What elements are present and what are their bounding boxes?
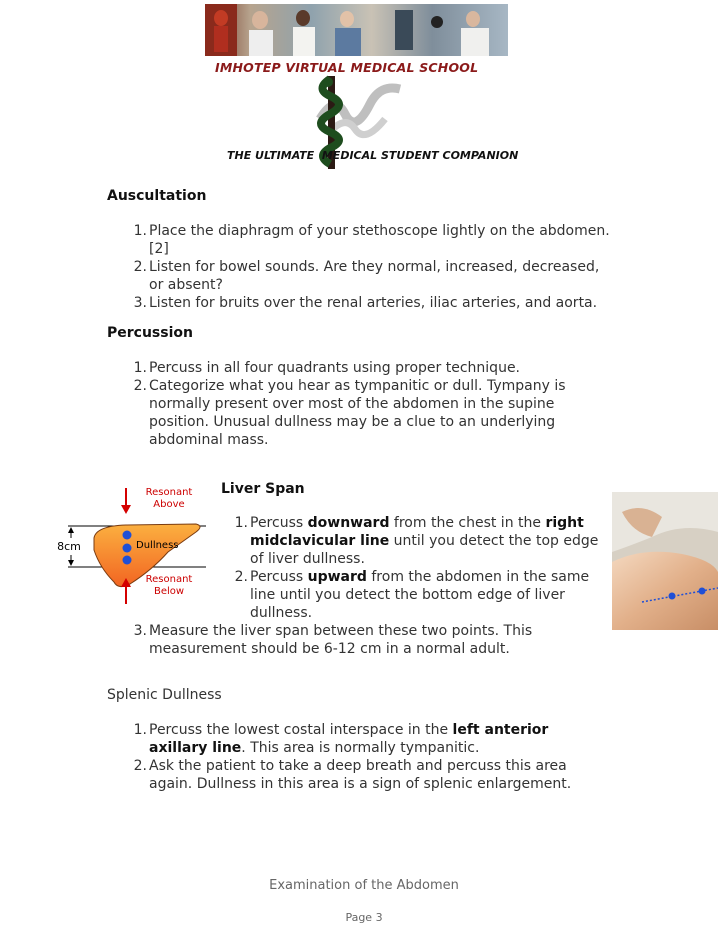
- bottom-edge-dot: [123, 556, 132, 565]
- list-item: 2. Categorize what you hear as tympanitic or dull. Tympany is normally present over most of the abdomen in the supine position. Unusual dullness may be a clue to an underlying abdominal mass.: [133, 378, 566, 448]
- list-item: 2. Listen for bowel sounds. Are they normal, increased, decreased, or absent?: [133, 259, 600, 293]
- tagline: THE ULTIMATE MEDICAL STUDENT COMPANION: [227, 149, 519, 162]
- school-name: IMHOTEP VIRTUAL MEDICAL SCHOOL: [215, 60, 479, 75]
- list-item: 3. Listen for bruits over the renal arteries, iliac arteries, and aorta.: [133, 295, 598, 311]
- liver-span-measure: [133, 622, 649, 658]
- list-item: 1. Percuss the lowest costal interspace in the left anterior axillary line. This area is normally tympanitic.: [133, 722, 549, 756]
- measure-label: 8cm: [57, 540, 81, 553]
- auscultation-list: [133, 222, 649, 312]
- page-number: Page 3: [345, 911, 383, 924]
- list-item: 2. Ask the patient to take a deep breath and percuss this area again. Dullness in this area is a sign of splenic enlargement.: [133, 758, 572, 792]
- percussion-list: [133, 359, 649, 449]
- list-item: 1. Percuss in all four quadrants using proper technique.: [133, 360, 521, 376]
- splenic-list: [133, 721, 649, 793]
- footer-title: Examination of the Abdomen: [269, 878, 459, 893]
- liver-diagram: [56, 480, 206, 606]
- list-item: 3. Measure the liver span between these two points. This measurement should be 6-12 cm in a normal adult.: [133, 623, 533, 657]
- top-edge-dot: [123, 531, 132, 540]
- list-item: 1. Percuss downward from the chest in the right midclavicular line until you detect the top edge of liver dullness.: [234, 515, 599, 567]
- banner-photo-strip: [205, 4, 508, 56]
- liver-span-steps: [234, 514, 610, 622]
- percussion-heading: Percussion: [107, 325, 193, 341]
- resonant-above-label: Resonant Above: [145, 487, 193, 510]
- list-item: 1. Place the diaphragm of your stethoscope lightly on the abdomen. [2]: [133, 223, 610, 257]
- resonant-below-label: Resonant Below: [145, 574, 193, 597]
- banner: [205, 4, 519, 169]
- splenic-heading: Splenic Dullness: [107, 687, 222, 703]
- abdomen-photo: [612, 492, 718, 630]
- list-item: 2. Percuss upward from the abdomen in the same line until you detect the bottom edge of liver dullness.: [234, 569, 590, 621]
- dullness-label: Dullness: [136, 540, 179, 551]
- liver-span-heading: Liver Span: [221, 481, 305, 497]
- auscultation-heading: Auscultation: [107, 188, 207, 204]
- mid-dot: [123, 544, 132, 553]
